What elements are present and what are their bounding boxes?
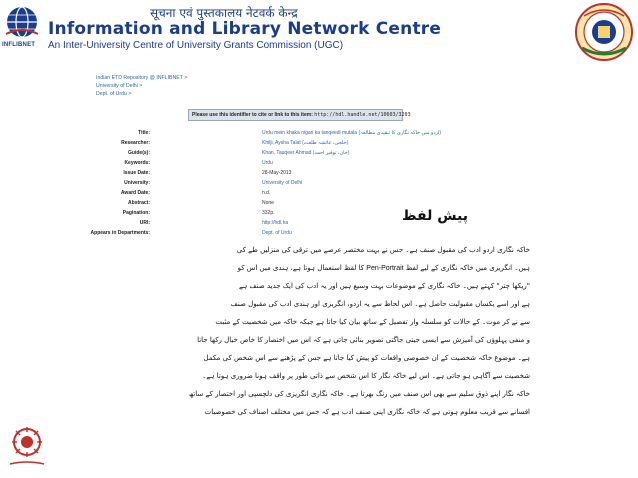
metadata-value-issue-date: 28-May-2013 xyxy=(262,170,292,176)
urdu-line: سے نے کر موت۔ کے حالات کو سلسلہ وار تفصیل کے ساتھ بیان کیا جاتا ہے جبکہ خاکہ میں شخصیت کے مثبت xyxy=(215,318,530,326)
breadcrumb-link-repository[interactable]: Indian ETD Repository @ INFLIBNET > xyxy=(96,75,188,81)
breadcrumb-link-university[interactable]: University of Delhi > xyxy=(96,83,143,89)
urdu-line: خاکہ نگار اپنے ذوق سلیم سے بھی اس صنف میں رنگ بھرتا ہے۔ خاکہ نگاری انگریزی کی دلچسپی اور اختصار کے ساتھ xyxy=(188,390,530,398)
site-title: Information and Library Network Centre xyxy=(48,19,442,39)
metadata-value-abstract: None xyxy=(262,200,274,206)
identifier-uri[interactable]: http://hdl.handle.net/10603/3203 xyxy=(314,112,411,118)
metadata-value-pagination: 332p. xyxy=(262,210,275,216)
logo-left-text: INFLIBNET xyxy=(2,42,36,48)
metadata-value-researcher[interactable]: Khilji, Aysha Talat (خلجی، عائشہ طلعت) xyxy=(262,140,349,146)
urdu-line: "ریکھا چتر" کہتے ہیں۔ خاکہ نگاری کے موضوعات بہت وسیع ہیں اور یہ ادب کی ایک جدید صنف ہے xyxy=(238,282,530,290)
metadata-value-university[interactable]: University of Delhi xyxy=(262,180,303,186)
university-seal-icon xyxy=(574,2,634,62)
urdu-line: ہیں۔ انگریزی میں خاکہ نگاری کے لیے لفظ Pen-Portrait کا لفظ استعمال ہوتا ہے، ہندی میں اس کو xyxy=(237,264,530,272)
identifier-bar xyxy=(188,109,411,121)
metadata-value-keywords[interactable]: Urdu xyxy=(262,160,273,166)
emblem-icon xyxy=(6,426,48,470)
urdu-line: خاکہ نگاری اردو ادب کی مقبول صنف ہے۔ جس نے بہت مختصر عرصے میں ترقی کی منزلیں طے کی xyxy=(236,246,530,254)
pen-portrait-term: Pen-Portrait xyxy=(366,265,404,272)
urdu-line: ہے اور اسے یکساں مقبولیت حاصل ہے۔ اس لحاظ سے یہ اردو، انگریزی اور ہندی ادب کی مقبول صنف xyxy=(230,300,530,308)
urdu-line: و منفی پہلوؤں کی آمیزش سے ایسی جیتی جاگتی تصویر بنائی جاتی ہے کہ اس میں اختصار کا خاص خیال رکھا جاتا xyxy=(197,336,530,344)
urdu-line: شخصیت سے آگاہی ہو جاتی ہے۔ اس لیے خاکہ نگار کا اس شخص سے ذاتی طور پر واقف ہونا ضروری ہوتا ہے۔ xyxy=(202,372,530,380)
identifier-label: Please use this identifier to cite or link to this item: xyxy=(192,112,313,118)
metadata-value-award-date: n.d. xyxy=(262,190,271,196)
site-subtitle: An Inter-University Centre of University Grants Commission (UGC) xyxy=(48,40,344,51)
hindi-title: सूचना एवं पुस्तकालय नेटवर्क केन्द्र xyxy=(150,6,298,20)
metadata-value-departments[interactable]: Dept. of Urdu xyxy=(262,230,292,236)
metadata-value-uri[interactable]: http://hdl.ha xyxy=(262,220,289,226)
urdu-line: ہے۔ موضوع خاکہ شخصیت کے ان خصوصی واقعات کو پیش کیا جاتا ہے جس کے پڑھنے سے اس شخص کی مکمل xyxy=(203,354,530,362)
urdu-line: افسانے سے قریب معلوم ہوتی ہے کہ خاکہ نگاری اپنی صنف ادب ہے کہ جس میں مختلف اصناف کی خصوصیات xyxy=(204,408,530,416)
urdu-heading: پیش لفظ xyxy=(402,208,468,224)
metadata-value-guides[interactable]: Khan, Tauqeer Ahmad (خان، توقیر احمد) xyxy=(262,150,350,156)
breadcrumb-link-department[interactable]: Dept. of Urdu > xyxy=(96,91,132,97)
breadcrumb xyxy=(96,74,187,98)
metadata-value-title[interactable]: Urdu mein khaka nigari ka tanqeedi mutala (اردو میں خاکہ نگاری کا تنقیدی مطالعہ) xyxy=(262,130,442,136)
